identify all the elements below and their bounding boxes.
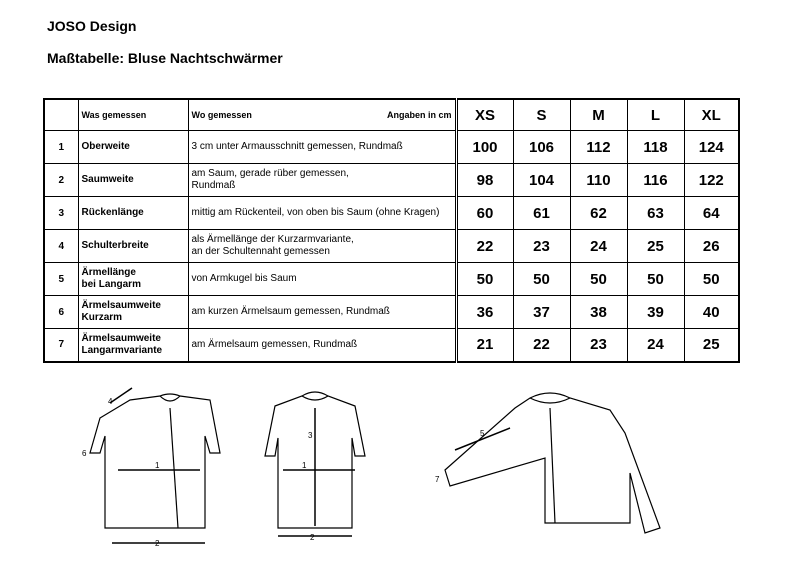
size-value: 37 (513, 296, 570, 329)
size-value: 22 (456, 230, 513, 263)
size-value: 23 (570, 329, 627, 362)
size-value: 25 (684, 329, 739, 362)
measure-name: Ärmelsaumweite Langarmvariante (78, 329, 188, 362)
size-value: 110 (570, 164, 627, 197)
sketch-label-3: 3 (308, 431, 313, 440)
long-sleeve-sketch (445, 393, 660, 533)
table-header-row (44, 99, 739, 131)
sketch-label-5: 5 (480, 429, 485, 438)
size-value: 118 (627, 131, 684, 164)
row-number: 4 (44, 230, 78, 263)
header-size-l: L (627, 99, 684, 131)
page-title: Maßtabelle: Bluse Nachtschwärmer (47, 50, 283, 66)
header-size-s: S (513, 99, 570, 131)
measure-description: am kurzen Ärmelsaum gemessen, Rundmaß (188, 296, 456, 329)
sketch-label-6: 6 (82, 449, 87, 458)
garment-sketches (70, 378, 710, 548)
size-value: 63 (627, 197, 684, 230)
sketch-label-7: 7 (435, 475, 440, 484)
measure-name: Saumweite (78, 164, 188, 197)
table-row (44, 164, 739, 197)
size-value: 100 (456, 131, 513, 164)
row-number: 3 (44, 197, 78, 230)
header-size-m: M (570, 99, 627, 131)
sketch-label-2: 2 (155, 539, 160, 548)
size-value: 24 (570, 230, 627, 263)
sketch-label-1: 1 (155, 461, 160, 470)
size-value: 23 (513, 230, 570, 263)
row-number: 1 (44, 131, 78, 164)
header-units: Angaben in cm (386, 110, 452, 120)
header-where: Wo gemessen (191, 110, 252, 120)
size-value: 50 (456, 263, 513, 296)
size-value: 24 (627, 329, 684, 362)
measure-description: als Ärmellänge der Kurzarmvariante, an der Schultennaht gemessen (188, 230, 456, 263)
size-value: 124 (684, 131, 739, 164)
size-value: 26 (684, 230, 739, 263)
size-value: 61 (513, 197, 570, 230)
row-number: 7 (44, 329, 78, 362)
size-value: 22 (513, 329, 570, 362)
size-value: 36 (456, 296, 513, 329)
table-row (44, 230, 739, 263)
row-number: 6 (44, 296, 78, 329)
table-row (44, 329, 739, 362)
size-value: 116 (627, 164, 684, 197)
header-what: Was gemessen (78, 99, 188, 131)
size-value: 50 (513, 263, 570, 296)
size-value: 122 (684, 164, 739, 197)
size-value: 62 (570, 197, 627, 230)
measure-name: Schulterbreite (78, 230, 188, 263)
sketch-label-4: 4 (108, 397, 113, 406)
measure-description: 3 cm unter Armausschnitt gemessen, Rundmaß (188, 131, 456, 164)
size-value: 50 (570, 263, 627, 296)
brand-name: JOSO Design (47, 18, 137, 34)
table-row (44, 197, 739, 230)
measure-name: Oberweite (78, 131, 188, 164)
table-row (44, 296, 739, 329)
measure-description: mittig am Rückenteil, von oben bis Saum (ohne Kragen) (188, 197, 456, 230)
header-size-xl: XL (684, 99, 739, 131)
size-value: 112 (570, 131, 627, 164)
measure-description: am Saum, gerade rüber gemessen, Rundmaß (188, 164, 456, 197)
size-value: 39 (627, 296, 684, 329)
size-table (43, 98, 740, 363)
sketch-label-1b: 1 (302, 461, 307, 470)
size-value: 50 (684, 263, 739, 296)
row-number: 2 (44, 164, 78, 197)
table-row (44, 131, 739, 164)
size-value: 38 (570, 296, 627, 329)
size-value: 21 (456, 329, 513, 362)
size-value: 25 (627, 230, 684, 263)
sketch-label-2b: 2 (310, 533, 315, 542)
size-value: 50 (627, 263, 684, 296)
table-row (44, 263, 739, 296)
size-value: 60 (456, 197, 513, 230)
size-value: 104 (513, 164, 570, 197)
measure-description: von Armkugel bis Saum (188, 263, 456, 296)
header-size-xs: XS (456, 99, 513, 131)
row-number: 5 (44, 263, 78, 296)
header-num-cell (44, 99, 78, 131)
measure-description: am Ärmelsaum gemessen, Rundmaß (188, 329, 456, 362)
header-where-cell (188, 99, 456, 131)
size-value: 64 (684, 197, 739, 230)
measure-name: Ärmellänge bei Langarm (78, 263, 188, 296)
size-value: 106 (513, 131, 570, 164)
size-value: 98 (456, 164, 513, 197)
size-value: 40 (684, 296, 739, 329)
measure-name: Ärmelsaumweite Kurzarm (78, 296, 188, 329)
measure-name: Rückenlänge (78, 197, 188, 230)
